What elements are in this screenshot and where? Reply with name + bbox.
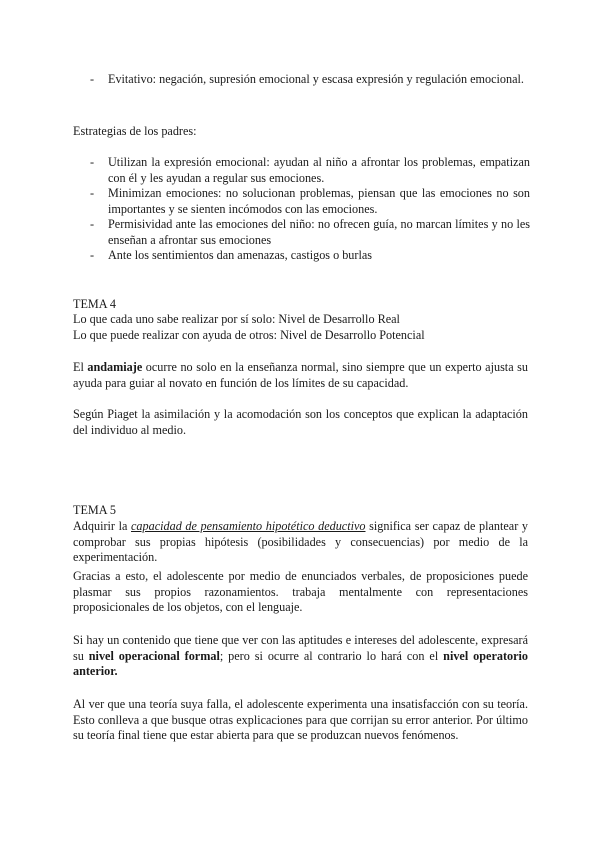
strategies-heading: Estrategias de los padres: — [73, 124, 197, 138]
strategy-item: - Minimizan emociones: no solucionan problemas, piensan que las emociones no son importantes y se sienten incómodos con las emociones. — [90, 186, 530, 217]
hipotetico-deductivo-term: capacidad de pensamiento hipotético deductivo — [131, 519, 366, 533]
tema4-line-potencial: Lo que puede realizar con ayuda de otros: Nivel de Desarrollo Potencial — [73, 328, 425, 342]
tema5-teoria-paragraph: Al ver que una teoría suya falla, el adolescente experimenta una insatisfacción con su teoría. Esto conlleva a que busque otras explicaciones para que corrijan su error anterior. Por último su teoría final tiene que estar abierta para que se produzcan nuevos fenómenos. — [73, 697, 528, 742]
tema4-piaget-paragraph: Según Piaget la asimilación y la acomodación son los conceptos que explican la adaptación del individuo al medio. — [73, 407, 528, 437]
top-bullet-list — [90, 72, 530, 88]
andamiaje-term: andamiaje — [87, 360, 143, 374]
strategy-item: - Ante los sentimientos dan amenazas, castigos o burlas — [90, 248, 530, 264]
strategy-item: - Permisividad ante las emociones del niño: no ofrecen guía, no marcan límites y no les enseñan a afrontar sus emociones — [90, 217, 530, 248]
bullet-evitativo: - Evitativo: negación, supresión emocional y escasa expresión y regulación emocional. — [90, 72, 530, 88]
nivel-operacional-formal-term: nivel operacional formal — [88, 648, 220, 663]
strategies-list — [90, 155, 530, 264]
strategy-item: - Utilizan la expresión emocional: ayudan al niño a afrontar los problemas, empatizan con él y les ayudan a regular sus emociones. — [90, 155, 530, 186]
tema5-title: TEMA 5 — [73, 503, 116, 517]
tema4-andamiaje-paragraph: El andamiaje ocurre no solo en la enseñanza normal, sino siempre que un experto ajusta su ayuda para guiar al novato en función de los límites de su capacidad. — [73, 360, 528, 390]
tema5-gracias-paragraph: Gracias a esto, el adolescente por medio de enunciados verbales, de proposiciones puede plasmar sus propios razonamientos. trabaja mentalmente con representaciones proposicionales de los objetos, con el lenguaje. — [73, 569, 528, 614]
tema4-title: TEMA 4 — [73, 297, 116, 311]
tema5-nivel-paragraph: Si hay un contenido que tiene que ver con las aptitudes e intereses del adolescente, expresará su nivel operacional formal; pero si ocurre al contrario lo hará con el nivel operatorio anterior. — [73, 633, 528, 678]
tema4-line-real: Lo que cada uno sabe realizar por sí solo: Nivel de Desarrollo Real — [73, 312, 400, 326]
tema5-hipotetico-paragraph: Adquirir la capacidad de pensamiento hipotético deductivo significa ser capaz de plantear y comprobar sus propias hipótesis (posibilidades y consecuencias) por medio de la experimentación. — [73, 519, 528, 564]
nivel-operatorio-anterior-term: nivel operatorio anterior. — [73, 648, 528, 678]
